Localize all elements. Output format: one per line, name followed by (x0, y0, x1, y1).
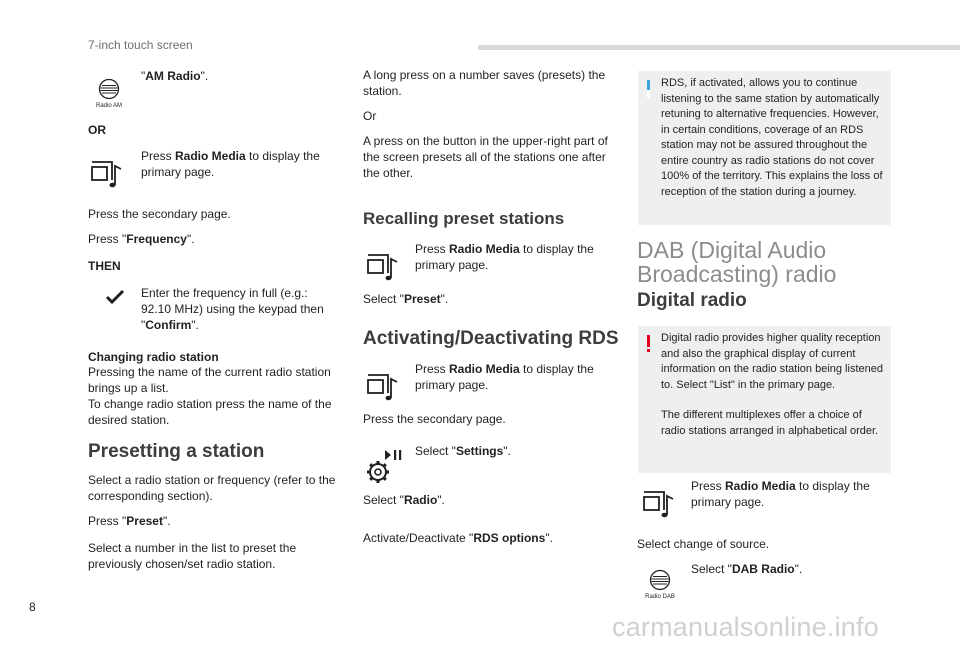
select-radio: Select "Radio". (363, 493, 445, 507)
or-label: OR (88, 123, 106, 137)
radio-am-icon (92, 78, 126, 110)
page-number: 8 (29, 600, 36, 614)
enter-frequency-text: Enter the frequency in full (e.g.: 92.10 MHz) using the keypad then "Confirm". (141, 286, 324, 332)
warning-icon (647, 335, 650, 347)
press-secondary-page-1: Press the secondary page. (88, 207, 231, 221)
or-text: Or (363, 109, 377, 123)
radio-media-icon (366, 253, 402, 281)
radio-media-icon (366, 373, 402, 401)
recall-press-radio-media: Press Radio Media to display the primary page. (415, 242, 594, 272)
changing-radio-station-title: Changing radio station (88, 350, 219, 364)
rds-press-radio-media: Press Radio Media to display the primary page. (415, 362, 594, 392)
select-change-of-source: Select change of source. (637, 537, 770, 551)
radio-am-caption: Radio AM (95, 103, 123, 109)
press-preset: Press "Preset". (88, 514, 171, 528)
presetting-p1: Select a radio station or frequency (refer to the corresponding section). (88, 473, 336, 503)
am-radio-text: "AM Radio". (141, 69, 209, 83)
digital-warning-box (638, 326, 891, 473)
radio-media-icon (90, 160, 126, 188)
then-label: THEN (88, 259, 121, 273)
header-bar (478, 45, 960, 50)
radio-dab-icon (643, 570, 677, 602)
long-press-text: A long press on a number saves (presets) the station. (363, 68, 606, 98)
digital-radio-title: Digital radio (637, 290, 747, 311)
radio-dab-caption: Radio DAB (645, 594, 675, 600)
presetting-title: Presetting a station (88, 441, 265, 462)
select-dab-radio: Select "DAB Radio". (691, 562, 803, 576)
running-header: 7-inch touch screen (88, 38, 193, 52)
recalling-title: Recalling preset stations (363, 209, 565, 228)
press-radio-media-1: Press Radio Media to display the primary page. (141, 149, 320, 179)
presetting-p3: Select a number in the list to preset the previously chosen/set radio station. (88, 541, 297, 571)
upper-right-press-text: A press on the button in the upper-right part of the screen presets all of the stations one after the other. (363, 134, 608, 180)
digital-warning-p1: Digital radio provides higher quality reception and also the graphical display of current information on the radio station being listened to. Select "List" in the primary page. (661, 332, 883, 391)
radio-media-icon (642, 490, 678, 518)
changing-radio-station-line1: Pressing the name of the current radio station brings up a list. (88, 365, 331, 395)
digital-warning-p2: The different multiplexes offer a choice of radio stations arranged in alphabetical order. (661, 409, 879, 437)
rds-info-box (638, 71, 891, 225)
info-icon (647, 80, 650, 90)
select-settings: Select "Settings". (415, 444, 511, 458)
dab-press-radio-media: Press Radio Media to display the primary page. (691, 479, 870, 509)
rds-title: Activating/Deactivating RDS (363, 328, 619, 349)
watermark: carmanualsonline.info (612, 612, 879, 642)
activate-rds-options: Activate/Deactivate "RDS options". (363, 531, 553, 545)
recall-select-preset: Select "Preset". (363, 292, 449, 306)
checkmark-icon (106, 290, 124, 304)
rds-press-secondary: Press the secondary page. (363, 412, 506, 426)
settings-gear-icon (366, 450, 406, 484)
press-frequency: Press "Frequency". (88, 232, 195, 246)
rds-info-text: RDS, if activated, allows you to continue listening to the same station by automatically retuning to alternative frequencies. However, in certain conditions, coverage of an RDS station may not be assured throughout the entire country as radio stations do not cover 100% of the territory. This explains the loss of reception of the station during a journey. (661, 77, 883, 198)
changing-radio-station-line2: To change radio station press the name of the desired station. (88, 397, 332, 427)
dab-title: DAB (Digital Audio Broadcasting) radio (637, 237, 837, 287)
